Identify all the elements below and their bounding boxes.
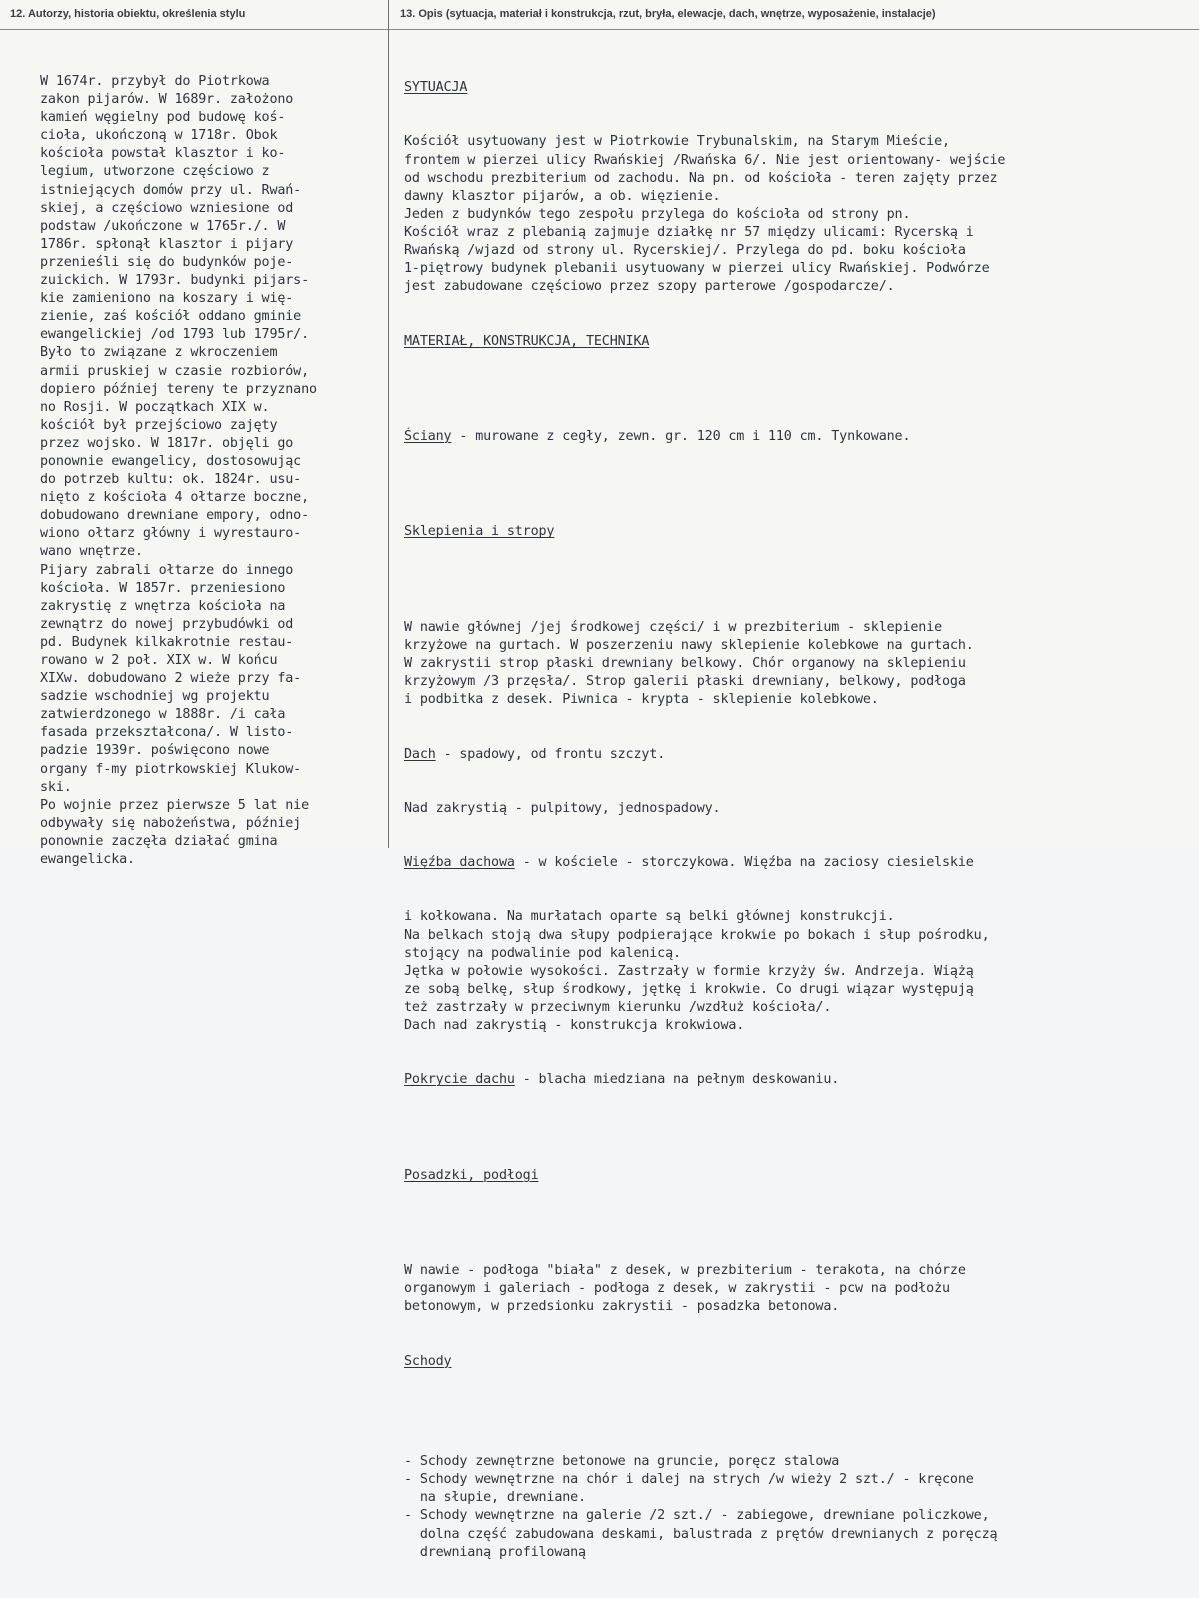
sklepienia-line: krzyżowe na gurtach. W poszerzeniu nawy sklepienie kolebkowe na gurtach. — [404, 638, 974, 653]
history-line: zienie, zaś kościół oddano gminie — [40, 309, 302, 325]
history-line: W 1674r. przybył do Piotrkowa — [40, 74, 270, 89]
history-line: zakon pijarów. W 1689r. założono — [40, 92, 294, 108]
column-divider — [388, 0, 389, 848]
sklepienia-line: i podbitka z desek. Piwnica - krypta - sklepienie kolebkowe. — [404, 692, 879, 708]
history-line: ski. — [40, 779, 72, 795]
history-line: zuickich. W 1793r. budynki pijars- — [40, 273, 310, 289]
sklepienia-line: W zakrystii strop płaski drewniany belkowy. Chór organowy na sklepieniu — [404, 656, 966, 672]
sytuacja-line: frontem w pierzei ulicy Rwańskiej /Rwańska 6/. Nie jest orientowany- wejście — [404, 152, 1006, 168]
sytuacja-line: od wschodu prezbiterium od zachodu. Na pn. od kościoła - teren zajęty przez — [404, 170, 998, 186]
history-line: no Rosji. W początkach XIX w. — [40, 399, 270, 415]
history-line: rowano w 2 poł. XIX w. W końcu — [40, 653, 278, 668]
schody-line: dolna część zabudowana deskami, balustrada z prętów drewnianych z poręczą — [404, 1526, 998, 1542]
schody-line: - Schody wewnętrzne na chór i dalej na strych /w wieży 2 szt./ - kręcone — [404, 1472, 974, 1488]
history-line: zatwierdzonego w 1888r. /i cała — [40, 707, 286, 723]
history-line: istniejących domów przy ul. Rwań- — [40, 182, 302, 198]
sklepienia-line: W nawie głównej /jej środkowej części/ i w prezbiterium - sklepienie — [404, 619, 943, 635]
history-line: kie zamieniono na koszary i wię- — [40, 291, 294, 307]
history-line: fasada przekształcona/. W listo- — [40, 725, 294, 741]
history-line: ponownie ewangelicy, dostosowując — [40, 453, 302, 469]
sciany-text: - murowane z cegły, zewn. gr. 120 cm i 110 cm. Tynkowane. — [451, 428, 911, 444]
schody-list — [404, 1453, 1194, 1562]
sytuacja-paragraph — [404, 133, 1194, 296]
nad-zakrystia-line: Nad zakrystią - pulpitowy, jednospadowy. — [404, 800, 721, 816]
sytuacja-line: dawny klasztor pijarów, a ob. więzienie. — [404, 188, 721, 204]
history-line: XIXw. dobudowano 2 wieże przy fa- — [40, 671, 302, 687]
dach-text: - spadowy, od frontu szczyt. — [435, 746, 666, 762]
wiezba-text: - w kościele - storczykowa. Więźba na zaciosy ciesielskie — [514, 855, 974, 871]
history-line: wano wnętrze. — [40, 544, 143, 560]
history-line: do potrzeb kultu: ok. 1824r. usu- — [40, 472, 302, 488]
sciany-line — [404, 428, 1194, 446]
wiezba-detail-line: ze sobą belkę, słup środkowy, jętkę i krokwie. Co drugi wiązar występują — [404, 981, 974, 997]
history-line: dopiero później tereny te przyznano — [40, 381, 317, 397]
history-line: Po wojnie przez pierwsze 5 lat nie — [40, 797, 310, 813]
dach-line — [404, 746, 1194, 764]
schody-line: drewnianą profilowaną — [404, 1544, 586, 1560]
description-text — [404, 43, 1194, 1598]
history-line: przenieśli się do budynków poje- — [40, 254, 294, 270]
history-line: 1786r. spłonął klasztor i pijary — [40, 236, 294, 252]
history-line: armii pruskiej w czasie rozbiorów, — [40, 363, 310, 379]
history-line: kościoła powstał klasztor i ko- — [40, 146, 286, 162]
history-line: sadzie wschodniej wg projektu — [40, 689, 270, 705]
history-line: padzie 1939r. poświęcono nowe — [40, 743, 270, 759]
history-line: organy f-my piotrkowskiej Klukow- — [40, 761, 302, 777]
history-line: odbywały się nabożeństwa, później — [40, 815, 302, 831]
left-section-header: 12. Autorzy, historia obiektu, określenia stylu — [10, 8, 246, 20]
history-text — [40, 73, 386, 869]
sytuacja-heading: SYTUACJA — [404, 80, 468, 96]
pokrycie-line — [404, 1071, 1194, 1089]
wiezba-label: Więźba dachowa — [404, 855, 515, 871]
history-line: kamień węgielny pod budowę koś- — [40, 110, 286, 126]
dach-label: Dach — [404, 746, 436, 762]
history-line: nięto z kościoła 4 ołtarze boczne, — [40, 490, 310, 506]
posadzki-line: betonowym, w przedsionku zakrystii - posadzka betonowa. — [404, 1299, 840, 1315]
history-line: dobudowano drewniane empory, odno- — [40, 508, 310, 524]
sytuacja-line: Kościół usytuowany jest w Piotrkowie Trybunalskim, na Starym Mieście, — [404, 134, 950, 150]
schody-heading: Schody — [404, 1353, 452, 1369]
sciany-label: Ściany — [404, 428, 452, 444]
history-line: skiej, a częściowo wzniesione od — [40, 200, 294, 216]
history-line: zewnątrz do nowej przybudówki od — [40, 616, 294, 632]
sytuacja-line: Jeden z budynków tego zespołu przylega do kościoła od strony pn. — [404, 206, 911, 222]
sklepienia-line: krzyżowym /3 przęsła/. Strop galerii płaski drewniany, belkowy, podłoga — [404, 674, 966, 690]
history-line: zakrystię z wnętrza kościoła na — [40, 598, 286, 614]
posadzki-line: organowym i galeriach - podłoga z desek, w zakrystii - pcw na podłożu — [404, 1281, 950, 1297]
wiezba-detail-line: stojący na podwalinie pod kalenicą. — [404, 945, 681, 961]
material-heading: MATERIAŁ, KONSTRUKCJA, TECHNIKA — [404, 333, 650, 349]
sklepienia-paragraph — [404, 619, 1194, 709]
wiezba-detail-line: Jętka w połowie wysokości. Zastrzały w formie krzyży św. Andrzeja. Wiążą — [404, 963, 974, 979]
schody-line: - Schody wewnętrzne na galerie /2 szt./ - zabiegowe, drewniane policzkowe, — [404, 1508, 990, 1524]
wiezba-detail-line: Na belkach stoją dwa słupy podpierające krokwie po bokach i słup pośrodku, — [404, 927, 990, 943]
header-divider — [0, 29, 1199, 30]
wiezba-detail-line: Dach nad zakrystią - konstrukcja krokwiowa. — [404, 1017, 745, 1033]
history-line: ewangelickiej /od 1793 lub 1795r/. — [40, 327, 310, 343]
sytuacja-line: 1-piętrowy budynek plebanii usytuowany w pierzei ulicy Rwańskiej. Podwórze — [404, 261, 990, 277]
sklepienia-heading: Sklepienia i stropy — [404, 524, 555, 540]
pokrycie-text: - blacha miedziana na pełnym deskowaniu. — [514, 1072, 840, 1088]
right-section-header: 13. Opis (sytuacja, materiał i konstrukcja, rzut, bryła, elewacje, dach, wnętrze, wyposażenie, instalacje) — [400, 8, 936, 20]
history-line: podstaw /ukończone w 1765r./. W — [40, 218, 286, 234]
history-line: kościoła. W 1857r. przeniesiono — [40, 580, 286, 596]
sytuacja-line: jest zabudowane częściowo przez szopy parterowe /gospodarcze/. — [404, 279, 895, 295]
history-line: ponownie zaczęła działać gmina — [40, 833, 278, 849]
history-line: kościół był przejściowo zajęty — [40, 417, 278, 433]
history-line: wiono ołtarz główny i wyrestauro- — [40, 526, 302, 542]
sytuacja-line: Kościół wraz z plebanią zajmuje działkę nr 57 między ulicami: Rycerską i — [404, 224, 974, 240]
history-line: przez wojsko. W 1817r. objęli go — [40, 435, 294, 451]
schody-line: na słupie, drewniane. — [404, 1490, 586, 1506]
history-line: pd. Budynek kilkakrotnie restau- — [40, 634, 294, 650]
pokrycie-label: Pokrycie dachu — [404, 1072, 515, 1088]
history-line: Było to związane z wkroczeniem — [40, 345, 278, 361]
wiezba-detail-line: też zastrzały w przeciwnym kierunku /wzdłuż kościoła/. — [404, 999, 832, 1015]
schody-line: - Schody zewnętrzne betonowe na gruncie, poręcz stalowa — [404, 1454, 840, 1470]
posadzki-heading: Posadzki, podłogi — [404, 1167, 539, 1183]
posadzki-line: W nawie - podłoga "biała" z desek, w prezbiterium - terakota, na chórze — [404, 1263, 966, 1279]
history-line: cioła, ukończoną w 1718r. Obok — [40, 128, 278, 144]
history-line: Pijary zabrali ołtarze do innego — [40, 562, 294, 578]
wiezba-detail-line: i kołkowana. Na murłatach oparte są belki głównej konstrukcji. — [404, 909, 895, 925]
wiezba-line — [404, 854, 1194, 872]
posadzki-paragraph — [404, 1262, 1194, 1316]
sytuacja-line: Rwańską /wjazd od strony ul. Rycerskiej/. Przylega do pd. boku kościoła — [404, 243, 966, 259]
history-line: ewangelicka. — [40, 852, 135, 868]
wiezba-paragraph — [404, 908, 1194, 1035]
history-line: legium, utworzone częściowo z — [40, 164, 270, 180]
